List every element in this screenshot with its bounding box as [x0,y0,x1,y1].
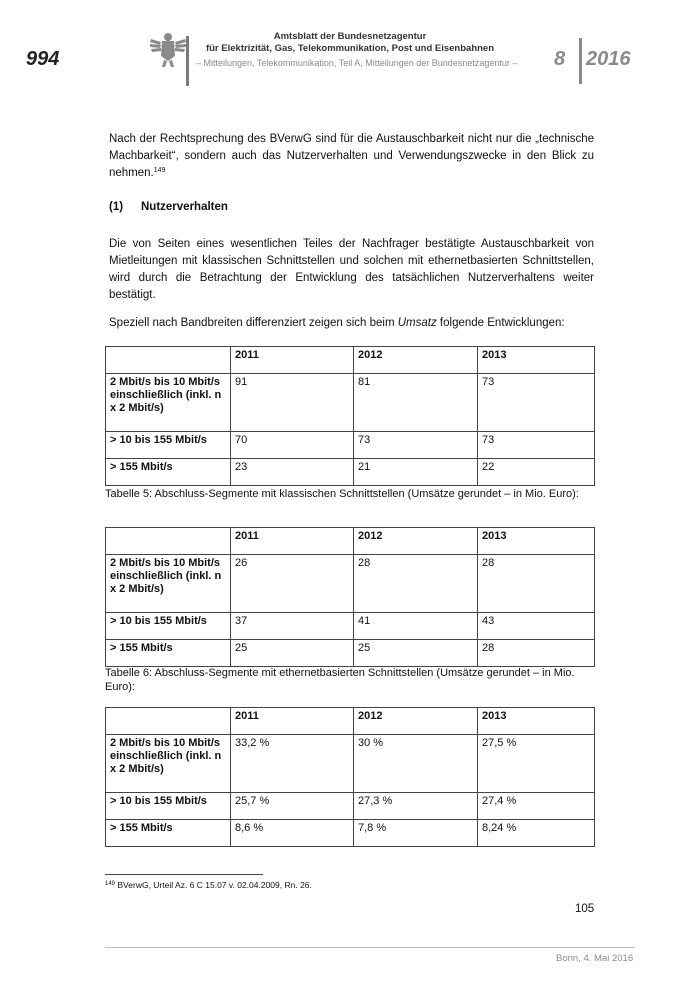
share-table [105,707,595,847]
table-corner-cell [106,528,231,555]
year-header: 2011 [231,347,354,374]
table-cell: 41 [354,613,478,640]
federal-eagle-icon [148,30,188,70]
table-cell: 28 [354,555,478,613]
table-cell: 25 [354,640,478,667]
revenue-table-ethernet [105,527,595,667]
table-cell: 25 [231,640,354,667]
year-header: 2013 [478,528,595,555]
row-label: > 155 Mbit/s [106,820,231,847]
row-label: 2 Mbit/s bis 10 Mbit/s einschließlich (inkl. n x 2 Mbit/s) [106,735,231,793]
place-date: Bonn, 4. Mai 2016 [556,953,634,964]
table-row [106,640,595,667]
publication-title-line1: Amtsblatt der Bundesnetzagentur [273,31,427,42]
table-cell: 26 [231,555,354,613]
paragraph-umsatz [109,315,594,332]
publication-title [195,31,505,54]
table-row [106,555,595,613]
table-row [106,613,595,640]
year-header: 2013 [478,347,595,374]
umsatz-text-before: Speziell nach Bandbreiten differenziert zeigen sich beim [109,317,398,329]
year-header: 2011 [231,528,354,555]
table-cell: 23 [231,459,354,486]
row-label: > 155 Mbit/s [106,640,231,667]
section-heading [109,201,594,213]
table-cell: 8,24 % [478,820,595,847]
table-cell: 37 [231,613,354,640]
table-corner-cell [106,708,231,735]
footer-divider [105,947,635,948]
row-label: > 155 Mbit/s [106,459,231,486]
table-cell: 27,4 % [478,793,595,820]
table-cell: 43 [478,613,595,640]
table-cell: 70 [231,432,354,459]
issue-divider [579,38,582,84]
table-row [106,820,595,847]
year-header: 2011 [231,708,354,735]
revenue-table-classic [105,346,595,486]
footnote [105,880,312,890]
table-cell: 73 [478,374,595,432]
table-cell: 8,6 % [231,820,354,847]
table-cell: 30 % [354,735,478,793]
table-cell: 25,7 % [231,793,354,820]
table-cell: 73 [478,432,595,459]
table-row [106,735,595,793]
year-header: 2012 [354,347,478,374]
table-row [106,793,595,820]
table-row [106,459,595,486]
year-header: 2012 [354,708,478,735]
table-cell: 91 [231,374,354,432]
table-cell: 28 [478,555,595,613]
publication-subtitle: – Mitteilungen, Telekommunikation, Teil A, Mitteilungen der Bundesnetzagentur – [196,58,518,68]
table-header-row [106,708,595,735]
year-header: 2013 [478,708,595,735]
table-cell: 33,2 % [231,735,354,793]
intro-paragraph [109,131,594,182]
table-cell: 27,3 % [354,793,478,820]
row-label: 2 Mbit/s bis 10 Mbit/s einschließlich (inkl. n x 2 Mbit/s) [106,374,231,432]
table-caption: Tabelle 5: Abschluss-Segmente mit klassischen Schnittstellen (Umsätze gerundet – in Mio. Euro): [105,488,579,500]
issue-year: 2016 [586,48,631,70]
table-corner-cell [106,347,231,374]
footnote-reference: 149 [153,167,166,174]
umsatz-emphasis: Umsatz [397,317,437,329]
folio-number: 105 [575,903,595,915]
table-header-row [106,528,595,555]
umsatz-text-after: folgende Entwicklungen: [436,317,565,329]
table-cell: 81 [354,374,478,432]
table-cell: 27,5 % [478,735,595,793]
footnote-text: BVerwG, Urteil Az. 6 C 15.07 v. 02.04.2009, Rn. 26. [117,880,312,890]
section-title: Nutzerverhalten [141,201,228,213]
footnote-divider [105,874,263,875]
row-label: 2 Mbit/s bis 10 Mbit/s einschließlich (inkl. n x 2 Mbit/s) [106,555,231,613]
table-caption: Tabelle 6: Abschluss-Segmente mit ethernetbasierten Schnittstellen (Umsätze gerundet – in Mio. Euro): [105,667,575,693]
row-label: > 10 bis 155 Mbit/s [106,432,231,459]
row-label: > 10 bis 155 Mbit/s [106,613,231,640]
table-row [106,374,595,432]
table-cell: 28 [478,640,595,667]
table-header-row [106,347,595,374]
row-label: > 10 bis 155 Mbit/s [106,793,231,820]
table-cell: 7,8 % [354,820,478,847]
table-cell: 22 [478,459,595,486]
publication-title-line2: für Elektrizität, Gas, Telekommunikation, Post und Eisenbahnen [205,42,495,54]
footnote-number: 149 [105,881,116,887]
section-number: (1) [109,201,124,213]
issue-number: 8 [554,48,566,70]
intro-text: Nach der Rechtsprechung des BVerwG sind für die Austauschbarkeit nicht nur die „technische Machbarkeit“, sondern auch das Nutzerverhalten und Verwendungszwecke in den Blick zu nehmen. [109,133,594,179]
table-row [106,432,595,459]
table-cell: 21 [354,459,478,486]
table-cell: 73 [354,432,478,459]
year-header: 2012 [354,528,478,555]
page-number: 994 [26,48,60,70]
header-divider [186,36,189,86]
paragraph-nutzerverhalten: Die von Seiten eines wesentlichen Teiles der Nachfrager bestätigte Austauschbarkeit von Mietleitungen mit klassischen Schnittstellen und solchen mit ethernetbasierten Schnittstellen, wird durch die Betrachtung der Entwicklung des tatsächlichen Nutzerverhaltens weiter bestätigt. [109,238,594,301]
